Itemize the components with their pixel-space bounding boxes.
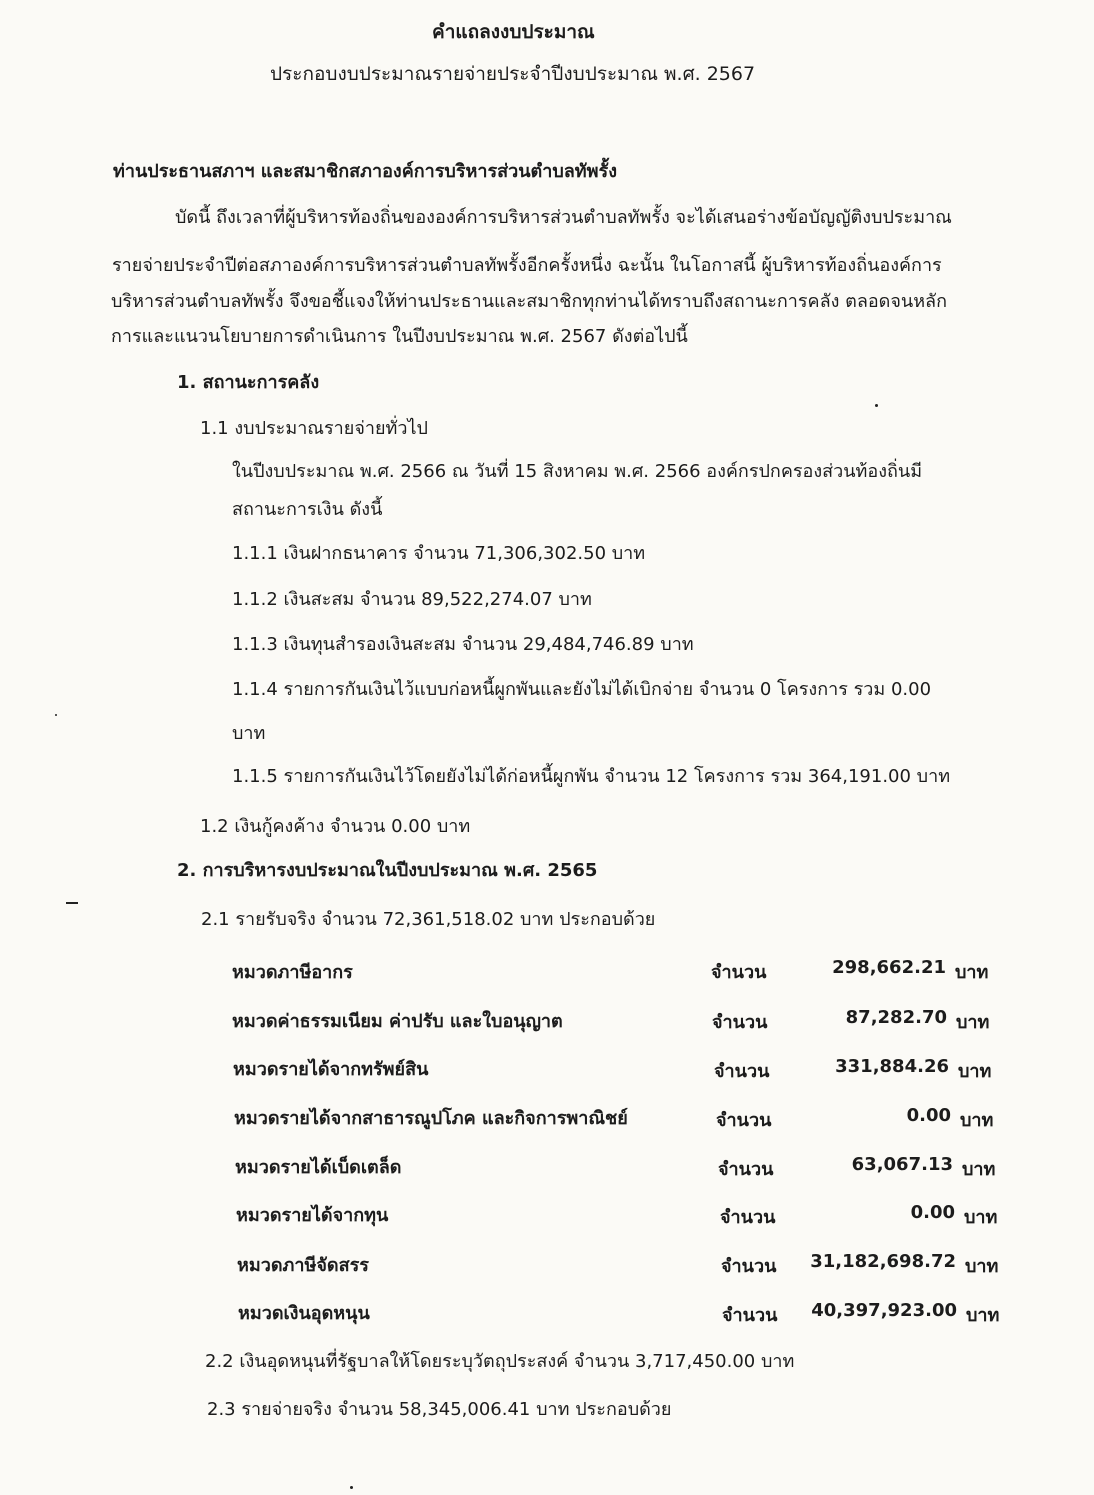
revenue-label: หมวดภาษีอากร: [232, 962, 353, 983]
finance-item: 1.1.5 รายการกันเงินไว้โดยยังไม่ได้ก่อหนี้ผูกพัน จำนวน 12 โครงการ รวม 364,191.00 บาท: [232, 766, 951, 787]
section1-sub1-line: ในปีงบประมาณ พ.ศ. 2566 ณ วันที่ 15 สิงหาคม พ.ศ. 2566 องค์กรปกครองส่วนท้องถิ่นมี: [232, 461, 923, 482]
revenue-label: หมวดเงินอุดหนุน: [238, 1303, 370, 1324]
revenue-unit: จำนวน: [712, 1012, 768, 1033]
scan-speck: [875, 404, 878, 407]
revenue-label: หมวดรายได้จากทรัพย์สิน: [233, 1059, 429, 1080]
revenue-unit: จำนวน: [716, 1110, 772, 1131]
finance-item: 1.1.3 เงินทุนสำรองเงินสะสม จำนวน 29,484,746.89 บาท: [232, 634, 694, 655]
revenue-baht: บาท: [964, 1207, 998, 1228]
intro-line: บริหารส่วนตำบลทัพรั้ง จึงขอชี้แจงให้ท่านประธานและสมาชิกทุกท่านได้ทราบถึงสถานะการคลัง ตลอดจนหลัก: [111, 291, 947, 312]
intro-line: บัดนี้ ถึงเวลาที่ผู้บริหารท้องถิ่นขององค์การบริหารส่วนตำบลทัพรั้ง จะได้เสนอร่างข้อบัญญัติงบประมาณ: [175, 207, 952, 228]
revenue-label: หมวดรายได้เบ็ดเตล็ด: [235, 1157, 402, 1178]
revenue-amount: 298,662.21: [832, 957, 946, 978]
scan-speck: [55, 714, 57, 716]
revenue-baht: บาท: [965, 1256, 999, 1277]
revenue-amount: 87,282.70: [845, 1007, 947, 1028]
revenue-amount: 63,067.13: [851, 1154, 953, 1175]
section2-sub3: 2.3 รายจ่ายจริง จำนวน 58,345,006.41 บาท ประกอบด้วย: [207, 1399, 672, 1420]
revenue-label: หมวดค่าธรรมเนียม ค่าปรับ และใบอนุญาต: [232, 1011, 563, 1032]
finance-item: 1.1.4 รายการกันเงินไว้แบบก่อหนี้ผูกพันและยังไม่ได้เบิกจ่าย จำนวน 0 โครงการ รวม 0.00: [232, 679, 932, 700]
revenue-unit: จำนวน: [722, 1305, 778, 1326]
revenue-amount: 331,884.26: [835, 1056, 949, 1077]
revenue-baht: บาท: [962, 1159, 996, 1180]
section1-sub2: 1.2 เงินกู้คงค้าง จำนวน 0.00 บาท: [200, 816, 471, 837]
finance-item: 1.1.2 เงินสะสม จำนวน 89,522,274.07 บาท: [232, 589, 592, 610]
revenue-unit: จำนวน: [714, 1061, 770, 1082]
revenue-unit: จำนวน: [718, 1159, 774, 1180]
revenue-amount: 31,182,698.72: [810, 1251, 956, 1272]
section1-sub1-line: สถานะการเงิน ดังนี้: [232, 499, 383, 520]
scan-mark: [66, 902, 78, 904]
section2-sub1: 2.1 รายรับจริง จำนวน 72,361,518.02 บาท ประกอบด้วย: [201, 909, 656, 930]
section1-sub1-heading: 1.1 งบประมาณรายจ่ายทั่วไป: [200, 418, 428, 439]
revenue-label: หมวดรายได้จากทุน: [236, 1205, 389, 1226]
revenue-amount: 0.00: [910, 1202, 955, 1223]
document-title: คำแถลงงบประมาณ: [432, 21, 595, 43]
revenue-baht: บาท: [956, 1012, 990, 1033]
revenue-unit: จำนวน: [720, 1207, 776, 1228]
finance-item-cont: บาท: [232, 723, 266, 744]
revenue-baht: บาท: [955, 962, 989, 983]
revenue-amount: 0.00: [906, 1105, 951, 1126]
scan-speck: [350, 1486, 353, 1489]
section2-sub2: 2.2 เงินอุดหนุนที่รัฐบาลให้โดยระบุวัตถุประสงค์ จำนวน 3,717,450.00 บาท: [205, 1351, 795, 1372]
revenue-label: หมวดรายได้จากสาธารณูปโภค และกิจการพาณิชย์: [234, 1108, 628, 1129]
revenue-unit: จำนวน: [721, 1256, 777, 1277]
revenue-baht: บาท: [966, 1305, 1000, 1326]
revenue-amount: 40,397,923.00: [811, 1300, 957, 1321]
revenue-unit: จำนวน: [711, 962, 767, 983]
revenue-label: หมวดภาษีจัดสรร: [237, 1255, 369, 1276]
revenue-baht: บาท: [958, 1061, 992, 1082]
document-subtitle: ประกอบงบประมาณรายจ่ายประจำปีงบประมาณ พ.ศ. 2567: [270, 63, 756, 85]
finance-item: 1.1.1 เงินฝากธนาคาร จำนวน 71,306,302.50 บาท: [232, 543, 646, 564]
section2-heading: 2. การบริหารงบประมาณในปีงบประมาณ พ.ศ. 2565: [177, 860, 598, 881]
revenue-baht: บาท: [960, 1110, 994, 1131]
intro-line: การและแนวนโยบายการดำเนินการ ในปีงบประมาณ พ.ศ. 2567 ดังต่อไปนี้: [111, 326, 688, 347]
intro-line: รายจ่ายประจำปีต่อสภาองค์การบริหารส่วนตำบลทัพรั้งอีกครั้งหนึ่ง ฉะนั้น ในโอกาสนี้ ผู้บริหารท้องถิ่นองค์การ: [112, 255, 942, 276]
salutation: ท่านประธานสภาฯ และสมาชิกสภาองค์การบริหารส่วนตำบลทัพรั้ง: [113, 161, 617, 182]
section1-heading: 1. สถานะการคลัง: [177, 372, 320, 393]
